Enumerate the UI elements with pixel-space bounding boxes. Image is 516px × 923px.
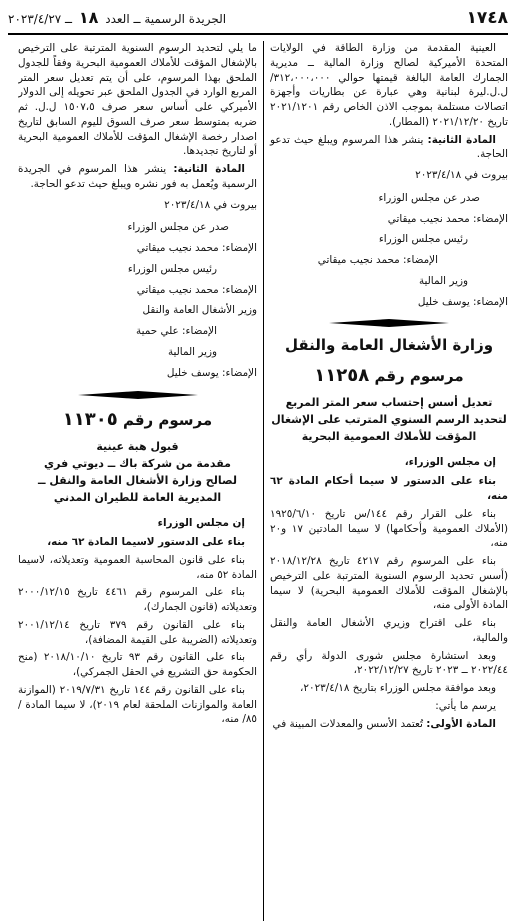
recital: بناء على القرار رقم ١٤٤/س تاريخ ١٩٢٥/٦/١٠ (الأملاك العمومية وأحكامها) لا سيما المادتين ١٧ و٢٠ منه،	[270, 507, 508, 550]
article-label: المادة الأولى:	[426, 717, 496, 730]
decree-prefix: مرسوم رقم	[374, 366, 464, 385]
council-line: إن مجلس الوزراء،	[404, 456, 496, 469]
recital: بناء على الدستور لا سيما أحكام المادة ٦٢ منه،	[270, 475, 508, 502]
signature-line: الإمضاء: محمد نجيب ميقاتي	[387, 212, 508, 225]
section-divider	[270, 319, 508, 327]
decree-prefix: مرسوم رقم	[122, 410, 213, 429]
left-column	[18, 41, 263, 921]
article-label: المادة الثانية:	[427, 133, 496, 146]
recital: بناء على اقتراح وزيري الأشغال العامة والنقل والمالية،	[270, 617, 508, 644]
signature-line: الإمضاء: يوسف خليل	[417, 295, 508, 308]
ministry-title: وزارة الأشغال العامة والنقل	[284, 336, 494, 355]
diamond-rule-icon	[329, 319, 449, 327]
decree-heading	[270, 363, 508, 389]
gazette-prefix: الجريدة الرسمية ــ العدد	[105, 12, 227, 27]
header-rule	[8, 33, 508, 35]
decree-subject	[18, 438, 257, 506]
recital: بناء على القانون رقم ٩٣ تاريخ ٢٠١٨/١٠/١٠ (منح الحكومة حق التشريع في الحقل الجمركي)،	[18, 651, 257, 679]
signature-line: رئيس مجلس الوزراء	[378, 233, 468, 246]
diamond-rule-icon	[78, 391, 198, 399]
issue-number: ١٨	[78, 8, 99, 28]
signature-line: الإمضاء: محمد نجيب ميقاتي	[317, 254, 438, 267]
page-header	[8, 8, 508, 30]
issue-date: ــ ٢٠٢٣/٤/٢٧	[8, 12, 73, 27]
signature-line: صدر عن مجلس الوزراء	[127, 221, 229, 234]
article-2	[18, 162, 257, 192]
article-1	[270, 717, 508, 732]
subject-line: المديرية العامة للطيران المدني	[53, 491, 222, 505]
gazette-title	[8, 7, 226, 30]
recital: وبعد موافقة مجلس الوزراء بتاريخ ٢٠٢٣/٤/١٨،	[300, 682, 496, 695]
right-column	[263, 41, 508, 921]
decree-heading	[18, 407, 257, 433]
recital: بناء على الدستور لاسيما المادة ٦٢ منه،	[47, 536, 245, 549]
signature-line: وزير المالية	[418, 274, 468, 287]
article-label: المادة الثانية:	[173, 163, 245, 176]
section-divider	[18, 391, 257, 399]
council-line: إن مجلس الوزراء	[157, 517, 245, 530]
signature-line: صدر عن مجلس الوزراء	[378, 191, 480, 204]
paragraph: ما يلي لتحديد الرسوم السنوية المترتبة على الترخيص بالإشغال المؤقت للأملاك العمومية البحرية وفقاً للجدول الملحق بهذا المرسوم، على أن يتم تعديل سعر المتر المربع الوارد في الجدول الملحق عبر تحويله إلى الدولار الأميركي على أساس سعر صرف ١٥٠٧،٥ ل.ل. ثم ضربه بمتوسط سعر صرف السوق لليوم السابق لتاريخ اصدار رخصة الإشغال المؤقت للأملاك العمومية البحرية أو لتاريخ تجديدها.	[18, 42, 257, 158]
signature-line: الإمضاء: يوسف خليل	[166, 366, 257, 379]
recital: بناء على القانون رقم ١٤٤ تاريخ ٢٠١٩/٧/٣١ (الموازنة العامة والموازنات الملحقة لعام ٢٠١٩)، لا سيما المادة /٨٥/ منه،	[18, 683, 257, 726]
recital: بناء على القانون رقم ٣٧٩ تاريخ ٢٠٠١/١٢/١٤ وتعديلاته (الضريبة على القيمة المضافة)،	[18, 618, 257, 646]
issue-place-date: بيروت في ٢٠٢٣/٤/١٨	[415, 169, 508, 182]
decrees-line: يرسم ما يأتي:	[435, 699, 496, 712]
subject-line: لصالح وزارة الأشغال العامة والنقل ــ	[38, 474, 237, 488]
subject-line: مقدمة من شركة باك ــ ديوتي فري	[44, 457, 231, 471]
signature-line: الإمضاء: محمد نجيب ميقاتي	[136, 242, 257, 255]
decree-number: ١١٣٠٥	[62, 408, 118, 430]
recital: وبعد استشارة مجلس شورى الدولة رأي رقم ٢٠٢٢/٤٤ ــ ٢٠٢٣ تاريخ ٢٠٢٢/١٢/٢٧،	[270, 649, 508, 677]
signature-line: وزير الأشغال العامة والنقل	[142, 304, 257, 317]
signature-line: رئيس مجلس الوزراء	[127, 262, 217, 275]
decree-number: ١١٢٥٨	[314, 364, 370, 386]
subject-line: قبول هبة عينية	[96, 440, 179, 454]
columns	[8, 41, 508, 921]
article-2	[270, 133, 508, 163]
recital: بناء على قانون المحاسبة العمومية وتعديلاته، لاسيما المادة ٥٢ منه،	[18, 553, 257, 581]
paragraph: العينية المقدمة من وزارة الطاقة في الولايات المتحدة الأميركية لصالح وزارة المالية ــ مديرية الجمارك العامة البالغة قيمتها حوالي ٣١٢،٠٠٠،٠٠٠/ ل.ل.ليرة لبنانية وهي عبارة عن بطاريات وأجهزة اتصالات مستلمة بموجب الاذن الخاص رقم ٢٠٢١/١٢٠١ تاريخ ٢٠٢١/١٢/٢٠ (المطار).	[270, 42, 508, 128]
article-text: ينشر هذا المرسوم ويبلغ حيث تدعو الحاجة.	[270, 133, 508, 161]
signature-line: الإمضاء: محمد نجيب ميقاتي	[136, 283, 257, 296]
article-text: تُعتمد الأسس والمعدلات المبينة في	[272, 717, 427, 730]
signature-line: وزير المالية	[167, 346, 217, 359]
recital: بناء على المرسوم رقم ٤٤٦١ تاريخ ٢٠٠٠/١٢/١٥ وتعديلاته (قانون الجمارك)،	[18, 586, 257, 614]
decree-subject: تعديل أسس إحتساب سعر المتر المربع لتحديد الرسم السنوي المترتب على الإشغال المؤقت للأملاك العمومية البحرية	[271, 396, 507, 444]
recital: بناء على المرسوم رقم ٤٢١٧ تاريخ ٢٠١٨/١٢/٢٨ (أسس تحديد الرسوم السنوية المترتبة على الترخيص بالإشغال المؤقت للأملاك العمومية البحرية) لا سيما المادة الأولى منه،	[270, 555, 508, 612]
issue-place-date: بيروت في ٢٠٢٣/٤/١٨	[164, 198, 257, 211]
signature-line: الإمضاء: علي حمية	[136, 325, 217, 338]
page-number: ١٧٤٨	[466, 7, 508, 28]
article-text: ينشر هذا المرسوم في الجريدة الرسمية ويُعمل به فور نشره ويبلغ حيث تدعو الحاجة.	[18, 163, 257, 190]
